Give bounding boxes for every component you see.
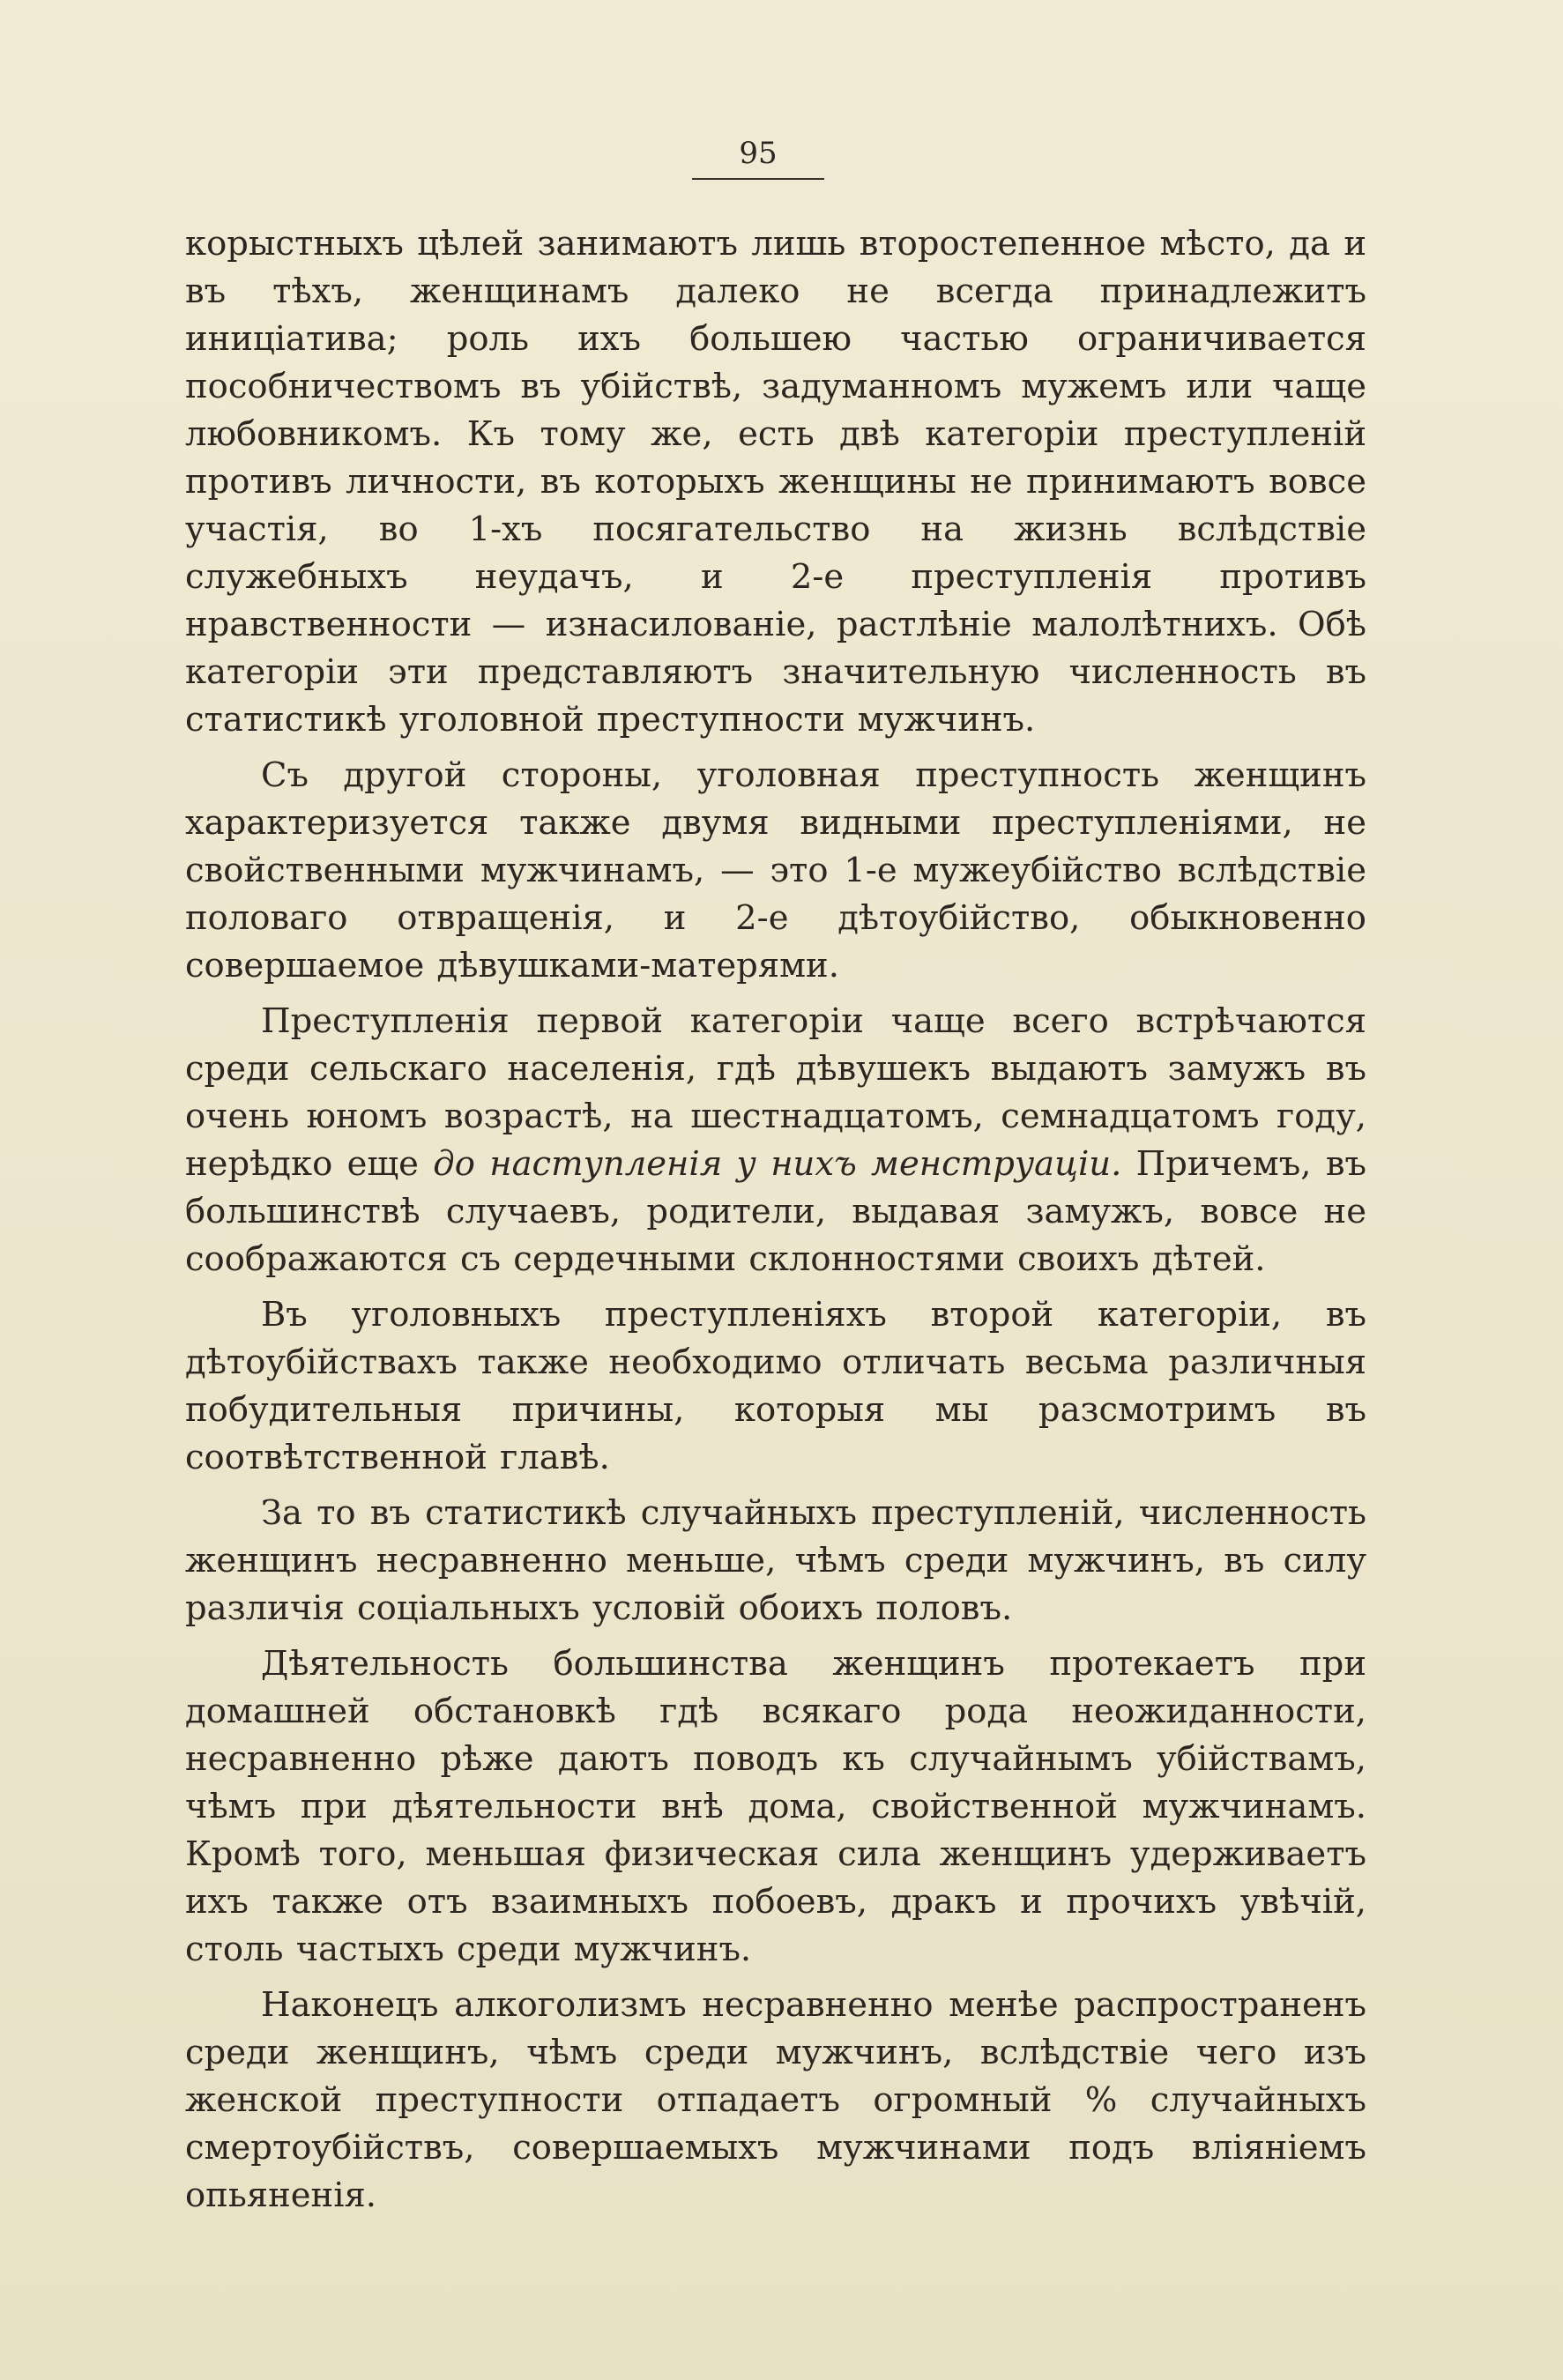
paragraph-4: Въ уголовныхъ преступленіяхъ второй категоріи, въ дѣтоубійствахъ также необходимо отличать весьма различныя побудительныя причины, которыя мы разсмотримъ въ соотвѣтственной главѣ. <box>185 1295 1366 1477</box>
header-rule <box>692 178 824 180</box>
paragraph-5: За то въ статистикѣ случайныхъ преступленій, численность женщинъ несравненно меньше, чѣмъ среди мужчинъ, въ силу различія соціальныхъ условій обоихъ половъ. <box>185 1493 1366 1628</box>
page-header <box>688 132 829 180</box>
paragraph-3-lead: Преступленія первой категоріи чаще всего встрѣчаются среди сельскаго населенія, гдѣ дѣвушекъ выдаютъ замужъ въ очень юномъ возрастѣ, на шестнадцатомъ, семнадцатомъ году, нерѣдко еще <box>185 1001 1366 1184</box>
paragraph-3 <box>185 998 1366 1283</box>
paragraph-7: Наконецъ алкоголизмъ несравненно менѣе распространенъ среди женщинъ, чѣмъ среди мужчинъ, вслѣдствіе чего изъ женской преступности отпадаетъ огромный % случайныхъ смертоубійствъ, совершаемыхъ мужчинами подъ вліяніемъ опьяненія. <box>185 1985 1366 2215</box>
paragraph-3-italic: до наступленія у нихъ менструаціи. <box>433 1144 1122 1184</box>
body-text <box>185 220 1366 2228</box>
page-number: 95 <box>739 136 778 171</box>
paragraph-6: Дѣятельность большинства женщинъ протекаетъ при домашней обстановкѣ гдѣ всякаго рода неожиданности, несравненно рѣже даютъ поводъ къ случайнымъ убійствамъ, чѣмъ при дѣятельности внѣ дома, свойственной мужчинамъ. Кромѣ того, меньшая физическая сила женщинъ удерживаетъ ихъ также отъ взаимныхъ побоевъ, дракъ и прочихъ увѣчій, столь частыхъ среди мужчинъ. <box>185 1644 1366 1969</box>
paragraph-2: Съ другой стороны, уголовная преступность женщинъ характеризуется также двумя видными преступленіями, не свойственными мужчинамъ, — это 1-е мужеубійство вслѣдствіе половаго отвращенія, и 2-е дѣтоубійство, обыкновенно совершаемое дѣвушками-матерями. <box>185 755 1366 985</box>
paragraph-1: корыстныхъ цѣлей занимаютъ лишь второстепенное мѣсто, да и въ тѣхъ, женщинамъ далеко не всегда принадлежитъ иниціатива; роль ихъ большею частью ограничивается пособничествомъ въ убійствѣ, задуманномъ мужемъ или чаще любовникомъ. Къ тому же, есть двѣ категоріи преступленій противъ личности, въ которыхъ женщины не принимаютъ вовсе участія, во 1-хъ посягательство на жизнь вслѣдствіе служебныхъ неудачъ, и 2-е преступленія противъ нравственности — изнасилованіе, растлѣніе малолѣтнихъ. Обѣ категоріи эти представляютъ значительную численность въ статистикѣ уголовной преступности мужчинъ. <box>185 224 1366 740</box>
paragraph-3-tail: Причемъ, въ большинствѣ случаевъ, родители, выдавая замужъ, вовсе не соображаются съ сердечными склонностями своихъ дѣтей. <box>185 1144 1366 1279</box>
